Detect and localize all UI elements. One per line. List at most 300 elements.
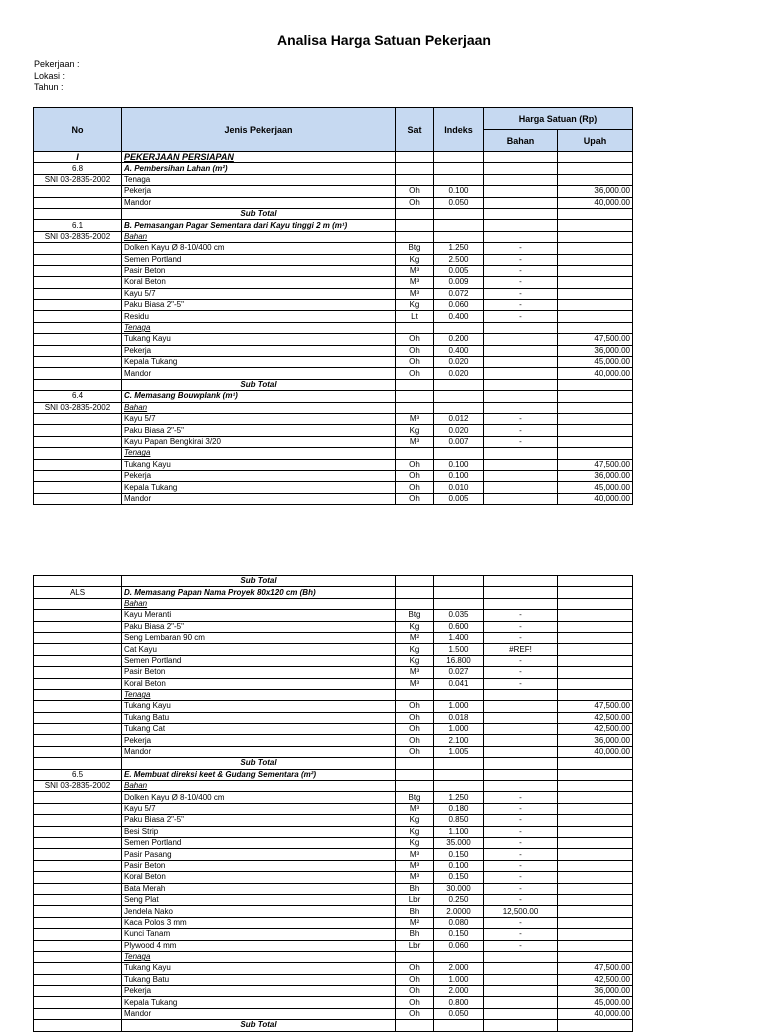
table-row bbox=[34, 678, 633, 689]
cell-jenis-pekerjaan: Pekerja bbox=[122, 470, 396, 481]
cell-sat bbox=[396, 391, 434, 402]
cell-jenis-pekerjaan: Pekerja bbox=[122, 186, 396, 197]
table-row bbox=[34, 345, 633, 356]
cell-sat: M³ bbox=[396, 803, 434, 814]
table-row bbox=[34, 493, 633, 504]
cell-sat bbox=[396, 689, 434, 700]
table-row bbox=[34, 792, 633, 803]
cell-bahan bbox=[484, 448, 558, 459]
cell-indeks: 1.100 bbox=[434, 826, 484, 837]
cell-jenis-pekerjaan: Koral Beton bbox=[122, 277, 396, 288]
cell-indeks bbox=[434, 576, 484, 587]
cell-sat: Oh bbox=[396, 963, 434, 974]
cell-bahan bbox=[484, 357, 558, 368]
cell-sat: Kg bbox=[396, 300, 434, 311]
cell-indeks: 1.000 bbox=[434, 701, 484, 712]
cell-no: SNI 03-2835-2002 bbox=[34, 231, 122, 242]
cell-no bbox=[34, 883, 122, 894]
header-sat: Sat bbox=[396, 108, 434, 152]
cell-indeks: 0.180 bbox=[434, 803, 484, 814]
cell-jenis-pekerjaan: Mandor bbox=[122, 368, 396, 379]
cell-upah bbox=[558, 792, 633, 803]
cell-bahan: #REF! bbox=[484, 644, 558, 655]
cell-no bbox=[34, 678, 122, 689]
meta-lokasi: Lokasi : bbox=[34, 70, 66, 81]
cell-upah: 45,000.00 bbox=[558, 482, 633, 493]
cell-no bbox=[34, 621, 122, 632]
cell-indeks bbox=[434, 220, 484, 231]
table-row bbox=[34, 701, 633, 712]
cell-no bbox=[34, 837, 122, 848]
cell-no bbox=[34, 254, 122, 265]
cell-upah: 36,000.00 bbox=[558, 470, 633, 481]
cell-upah bbox=[558, 610, 633, 621]
cell-indeks bbox=[434, 231, 484, 242]
cell-no bbox=[34, 860, 122, 871]
table-row bbox=[34, 357, 633, 368]
cell-indeks: 0.150 bbox=[434, 872, 484, 883]
cell-no: 6.5 bbox=[34, 769, 122, 780]
cell-jenis-pekerjaan: Pasir Beton bbox=[122, 667, 396, 678]
cell-upah: 42,500.00 bbox=[558, 974, 633, 985]
table-row bbox=[34, 883, 633, 894]
cell-jenis-pekerjaan: Bahan bbox=[122, 402, 396, 413]
cell-jenis-pekerjaan: E. Membuat direksi keet & Gudang Sementara (m²) bbox=[122, 769, 396, 780]
cell-bahan: 12,500.00 bbox=[484, 906, 558, 917]
cell-sat: Oh bbox=[396, 724, 434, 735]
cell-jenis-pekerjaan: Mandor bbox=[122, 1008, 396, 1019]
cell-bahan: - bbox=[484, 872, 558, 883]
cell-jenis-pekerjaan: Kayu 5/7 bbox=[122, 413, 396, 424]
cell-no: SNI 03-2835-2002 bbox=[34, 402, 122, 413]
cell-no bbox=[34, 1008, 122, 1019]
cell-upah: 40,000.00 bbox=[558, 368, 633, 379]
cell-indeks bbox=[434, 379, 484, 390]
cell-sat: Lt bbox=[396, 311, 434, 322]
cell-no bbox=[34, 758, 122, 769]
cell-sat bbox=[396, 322, 434, 333]
cell-sat: Kg bbox=[396, 254, 434, 265]
cell-bahan: - bbox=[484, 826, 558, 837]
cell-bahan bbox=[484, 334, 558, 345]
table-row bbox=[34, 746, 633, 757]
table-row bbox=[34, 837, 633, 848]
cell-jenis-pekerjaan: Tukang Kayu bbox=[122, 701, 396, 712]
cell-jenis-pekerjaan: Sub Total bbox=[122, 208, 396, 219]
cell-sat bbox=[396, 769, 434, 780]
cell-sat: Oh bbox=[396, 197, 434, 208]
cell-no bbox=[34, 917, 122, 928]
cell-no: SNI 03-2835-2002 bbox=[34, 781, 122, 792]
cell-sat: Oh bbox=[396, 735, 434, 746]
table-row bbox=[34, 997, 633, 1008]
cell-upah bbox=[558, 265, 633, 276]
table-row bbox=[34, 152, 633, 163]
cell-jenis-pekerjaan: Kayu Papan Bengkirai 3/20 bbox=[122, 436, 396, 447]
cell-bahan bbox=[484, 220, 558, 231]
cell-upah bbox=[558, 883, 633, 894]
cell-no bbox=[34, 724, 122, 735]
cell-bahan: - bbox=[484, 860, 558, 871]
cell-upah bbox=[558, 1020, 633, 1031]
cell-jenis-pekerjaan: Semen Portland bbox=[122, 254, 396, 265]
cell-indeks: 0.400 bbox=[434, 311, 484, 322]
cell-jenis-pekerjaan: Koral Beton bbox=[122, 678, 396, 689]
table-row bbox=[34, 576, 633, 587]
cell-upah bbox=[558, 413, 633, 424]
table-row bbox=[34, 632, 633, 643]
cell-bahan bbox=[484, 997, 558, 1008]
cell-bahan: - bbox=[484, 917, 558, 928]
cell-jenis-pekerjaan: Sub Total bbox=[122, 576, 396, 587]
cell-jenis-pekerjaan: Kepala Tukang bbox=[122, 482, 396, 493]
cell-bahan bbox=[484, 197, 558, 208]
cell-jenis-pekerjaan: Pasir Pasang bbox=[122, 849, 396, 860]
cell-upah bbox=[558, 254, 633, 265]
cell-indeks: 1.500 bbox=[434, 644, 484, 655]
cell-sat: M² bbox=[396, 632, 434, 643]
cell-bahan: - bbox=[484, 929, 558, 940]
cell-indeks: 0.150 bbox=[434, 929, 484, 940]
cell-jenis-pekerjaan: B. Pemasangan Pagar Sementara dari Kayu tinggi 2 m (m¹) bbox=[122, 220, 396, 231]
cell-jenis-pekerjaan: Tukang Kayu bbox=[122, 963, 396, 974]
cell-bahan bbox=[484, 493, 558, 504]
cell-jenis-pekerjaan: PEKERJAAN PERSIAPAN bbox=[122, 152, 396, 163]
cell-jenis-pekerjaan: Kayu 5/7 bbox=[122, 288, 396, 299]
cell-indeks: 2.000 bbox=[434, 986, 484, 997]
cell-indeks: 0.060 bbox=[434, 300, 484, 311]
cell-indeks: 0.007 bbox=[434, 436, 484, 447]
cell-upah bbox=[558, 300, 633, 311]
cell-upah bbox=[558, 391, 633, 402]
header-no: No bbox=[34, 108, 122, 152]
cell-bahan bbox=[484, 186, 558, 197]
cell-bahan: - bbox=[484, 311, 558, 322]
cell-sat: Oh bbox=[396, 470, 434, 481]
cell-bahan bbox=[484, 576, 558, 587]
cell-bahan: - bbox=[484, 792, 558, 803]
cell-upah bbox=[558, 655, 633, 666]
cell-indeks: 0.009 bbox=[434, 277, 484, 288]
cell-indeks bbox=[434, 758, 484, 769]
cell-jenis-pekerjaan: Seng Lembaran 90 cm bbox=[122, 632, 396, 643]
cell-upah bbox=[558, 288, 633, 299]
cell-jenis-pekerjaan: Dolken Kayu Ø 8-10/400 cm bbox=[122, 792, 396, 803]
cell-no bbox=[34, 997, 122, 1008]
cell-bahan: - bbox=[484, 894, 558, 905]
cell-sat: Kg bbox=[396, 815, 434, 826]
table-row bbox=[34, 208, 633, 219]
cell-no bbox=[34, 1020, 122, 1031]
cell-no bbox=[34, 425, 122, 436]
cell-upah bbox=[558, 951, 633, 962]
cell-jenis-pekerjaan: Kunci Tanam bbox=[122, 929, 396, 940]
table-row bbox=[34, 288, 633, 299]
table-body-page-2 bbox=[34, 576, 633, 1032]
cell-jenis-pekerjaan: Residu bbox=[122, 311, 396, 322]
cell-upah: 42,500.00 bbox=[558, 724, 633, 735]
cell-sat: M³ bbox=[396, 849, 434, 860]
cell-no bbox=[34, 826, 122, 837]
cell-sat: Oh bbox=[396, 345, 434, 356]
cell-no bbox=[34, 940, 122, 951]
cell-no bbox=[34, 243, 122, 254]
cell-no bbox=[34, 379, 122, 390]
cell-indeks: 0.010 bbox=[434, 482, 484, 493]
cell-upah bbox=[558, 781, 633, 792]
cell-jenis-pekerjaan: Bahan bbox=[122, 781, 396, 792]
cell-bahan bbox=[484, 701, 558, 712]
cell-no: 6.1 bbox=[34, 220, 122, 231]
cell-sat: M³ bbox=[396, 667, 434, 678]
cell-indeks: 0.250 bbox=[434, 894, 484, 905]
cell-sat bbox=[396, 208, 434, 219]
cell-indeks: 2.0000 bbox=[434, 906, 484, 917]
cell-bahan bbox=[484, 712, 558, 723]
cell-sat: Btg bbox=[396, 610, 434, 621]
cell-no bbox=[34, 701, 122, 712]
cell-bahan bbox=[484, 735, 558, 746]
cell-no bbox=[34, 655, 122, 666]
cell-sat: Oh bbox=[396, 997, 434, 1008]
cell-no bbox=[34, 265, 122, 276]
cell-sat: Oh bbox=[396, 712, 434, 723]
cell-jenis-pekerjaan: Sub Total bbox=[122, 1020, 396, 1031]
cell-sat: Oh bbox=[396, 1008, 434, 1019]
cell-upah bbox=[558, 448, 633, 459]
cell-no bbox=[34, 197, 122, 208]
cell-sat: Oh bbox=[396, 186, 434, 197]
cell-indeks: 0.100 bbox=[434, 186, 484, 197]
cell-sat: Bh bbox=[396, 883, 434, 894]
cell-indeks bbox=[434, 152, 484, 163]
cell-bahan bbox=[484, 951, 558, 962]
cell-no bbox=[34, 334, 122, 345]
cell-indeks bbox=[434, 769, 484, 780]
cell-sat: M³ bbox=[396, 860, 434, 871]
cell-indeks bbox=[434, 402, 484, 413]
cell-indeks: 0.100 bbox=[434, 860, 484, 871]
cell-no bbox=[34, 906, 122, 917]
cell-jenis-pekerjaan: Kayu Meranti bbox=[122, 610, 396, 621]
cell-sat bbox=[396, 163, 434, 174]
cell-indeks bbox=[434, 391, 484, 402]
cell-no bbox=[34, 894, 122, 905]
cell-no bbox=[34, 712, 122, 723]
cell-bahan bbox=[484, 459, 558, 470]
cell-bahan: - bbox=[484, 300, 558, 311]
table-row bbox=[34, 459, 633, 470]
document-title: Analisa Harga Satuan Pekerjaan bbox=[277, 32, 491, 48]
cell-indeks bbox=[434, 163, 484, 174]
cell-indeks: 0.035 bbox=[434, 610, 484, 621]
cell-sat: Kg bbox=[396, 837, 434, 848]
table-row bbox=[34, 712, 633, 723]
cell-sat: Oh bbox=[396, 334, 434, 345]
cell-jenis-pekerjaan: Semen Portland bbox=[122, 837, 396, 848]
cell-upah bbox=[558, 894, 633, 905]
cell-no bbox=[34, 963, 122, 974]
cell-indeks: 0.200 bbox=[434, 334, 484, 345]
cell-jenis-pekerjaan: Tukang Cat bbox=[122, 724, 396, 735]
cell-indeks bbox=[434, 689, 484, 700]
cell-upah bbox=[558, 621, 633, 632]
cell-indeks: 1.005 bbox=[434, 746, 484, 757]
cell-no bbox=[34, 632, 122, 643]
cell-jenis-pekerjaan: Pasir Beton bbox=[122, 265, 396, 276]
cell-upah: 45,000.00 bbox=[558, 357, 633, 368]
table-row bbox=[34, 803, 633, 814]
cell-upah: 42,500.00 bbox=[558, 712, 633, 723]
cell-sat: Oh bbox=[396, 357, 434, 368]
cell-bahan: - bbox=[484, 610, 558, 621]
cell-upah: 47,500.00 bbox=[558, 459, 633, 470]
cell-indeks bbox=[434, 1020, 484, 1031]
cell-sat bbox=[396, 152, 434, 163]
cell-no bbox=[34, 746, 122, 757]
cell-sat: Oh bbox=[396, 493, 434, 504]
table-body-page-1 bbox=[34, 152, 633, 505]
cell-bahan: - bbox=[484, 265, 558, 276]
cell-no bbox=[34, 986, 122, 997]
cell-indeks: 0.005 bbox=[434, 493, 484, 504]
cell-indeks bbox=[434, 781, 484, 792]
cell-bahan: - bbox=[484, 678, 558, 689]
cell-bahan bbox=[484, 746, 558, 757]
cell-bahan: - bbox=[484, 254, 558, 265]
cell-jenis-pekerjaan: Koral Beton bbox=[122, 872, 396, 883]
cell-upah bbox=[558, 849, 633, 860]
cell-indeks: 16.800 bbox=[434, 655, 484, 666]
table-row bbox=[34, 724, 633, 735]
cell-sat: Bh bbox=[396, 929, 434, 940]
cell-upah: 40,000.00 bbox=[558, 197, 633, 208]
cell-indeks bbox=[434, 598, 484, 609]
cell-jenis-pekerjaan: D. Memasang Papan Nama Proyek 80x120 cm (Bh) bbox=[122, 587, 396, 598]
cell-upah bbox=[558, 425, 633, 436]
table-row bbox=[34, 379, 633, 390]
cell-jenis-pekerjaan: Tukang Batu bbox=[122, 974, 396, 985]
cell-indeks: 0.050 bbox=[434, 1008, 484, 1019]
cell-jenis-pekerjaan: Semen Portland bbox=[122, 655, 396, 666]
cell-bahan: - bbox=[484, 803, 558, 814]
table-row bbox=[34, 655, 633, 666]
cell-upah bbox=[558, 632, 633, 643]
table-row bbox=[34, 940, 633, 951]
cell-jenis-pekerjaan: Bahan bbox=[122, 598, 396, 609]
cell-upah bbox=[558, 163, 633, 174]
cell-sat: Kg bbox=[396, 621, 434, 632]
cell-bahan bbox=[484, 1008, 558, 1019]
cell-bahan: - bbox=[484, 621, 558, 632]
cell-upah: 36,000.00 bbox=[558, 345, 633, 356]
cell-sat bbox=[396, 758, 434, 769]
table-row bbox=[34, 906, 633, 917]
cell-jenis-pekerjaan: Seng Plat bbox=[122, 894, 396, 905]
cell-bahan bbox=[484, 231, 558, 242]
cell-bahan bbox=[484, 368, 558, 379]
cell-jenis-pekerjaan: Sub Total bbox=[122, 379, 396, 390]
cell-no bbox=[34, 459, 122, 470]
cell-upah bbox=[558, 929, 633, 940]
cell-indeks: 30.000 bbox=[434, 883, 484, 894]
cell-no: ALS bbox=[34, 587, 122, 598]
cell-no bbox=[34, 689, 122, 700]
table-row bbox=[34, 667, 633, 678]
cell-upah bbox=[558, 243, 633, 254]
cell-jenis-pekerjaan: C. Memasang Bouwplank (m¹) bbox=[122, 391, 396, 402]
cell-sat bbox=[396, 1020, 434, 1031]
cell-indeks: 0.050 bbox=[434, 197, 484, 208]
cell-upah bbox=[558, 769, 633, 780]
cell-jenis-pekerjaan: Paku Biasa 2"-5" bbox=[122, 425, 396, 436]
cell-sat: Btg bbox=[396, 243, 434, 254]
cell-sat bbox=[396, 220, 434, 231]
cell-upah bbox=[558, 174, 633, 185]
cell-no bbox=[34, 610, 122, 621]
cell-upah bbox=[558, 322, 633, 333]
cell-jenis-pekerjaan: Paku Biasa 2"-5" bbox=[122, 815, 396, 826]
cell-no bbox=[34, 974, 122, 985]
cell-indeks: 0.020 bbox=[434, 425, 484, 436]
table-row bbox=[34, 735, 633, 746]
table-row bbox=[34, 300, 633, 311]
table-row bbox=[34, 1008, 633, 1019]
table-row bbox=[34, 689, 633, 700]
cell-indeks: 1.000 bbox=[434, 724, 484, 735]
cell-sat: Btg bbox=[396, 792, 434, 803]
cell-indeks bbox=[434, 174, 484, 185]
cell-sat: M³ bbox=[396, 265, 434, 276]
header-harga-satuan: Harga Satuan (Rp) bbox=[484, 108, 633, 130]
cell-no bbox=[34, 929, 122, 940]
cell-sat bbox=[396, 448, 434, 459]
header-upah: Upah bbox=[558, 130, 633, 152]
table-row bbox=[34, 186, 633, 197]
cell-jenis-pekerjaan: Pekerja bbox=[122, 986, 396, 997]
cell-indeks: 1.250 bbox=[434, 792, 484, 803]
cell-indeks: 2.500 bbox=[434, 254, 484, 265]
cell-no bbox=[34, 482, 122, 493]
cell-sat: Bh bbox=[396, 906, 434, 917]
cell-upah bbox=[558, 689, 633, 700]
cell-sat bbox=[396, 231, 434, 242]
cell-upah bbox=[558, 940, 633, 951]
cell-no: SNI 03-2835-2002 bbox=[34, 174, 122, 185]
cell-no bbox=[34, 448, 122, 459]
table-row bbox=[34, 951, 633, 962]
cell-indeks: 0.005 bbox=[434, 265, 484, 276]
cell-bahan bbox=[484, 402, 558, 413]
cell-upah: 40,000.00 bbox=[558, 1008, 633, 1019]
header-bahan: Bahan bbox=[484, 130, 558, 152]
cell-jenis-pekerjaan: Tenaga bbox=[122, 951, 396, 962]
cell-no bbox=[34, 598, 122, 609]
table-row bbox=[34, 986, 633, 997]
table-row bbox=[34, 220, 633, 231]
cell-bahan bbox=[484, 758, 558, 769]
cell-no bbox=[34, 493, 122, 504]
cell-bahan bbox=[484, 689, 558, 700]
cell-sat: Oh bbox=[396, 701, 434, 712]
table-row bbox=[34, 610, 633, 621]
cell-jenis-pekerjaan: Tenaga bbox=[122, 689, 396, 700]
cell-no: I bbox=[34, 152, 122, 163]
table-row bbox=[34, 197, 633, 208]
cell-sat: M³ bbox=[396, 277, 434, 288]
cell-sat bbox=[396, 951, 434, 962]
cell-no bbox=[34, 436, 122, 447]
